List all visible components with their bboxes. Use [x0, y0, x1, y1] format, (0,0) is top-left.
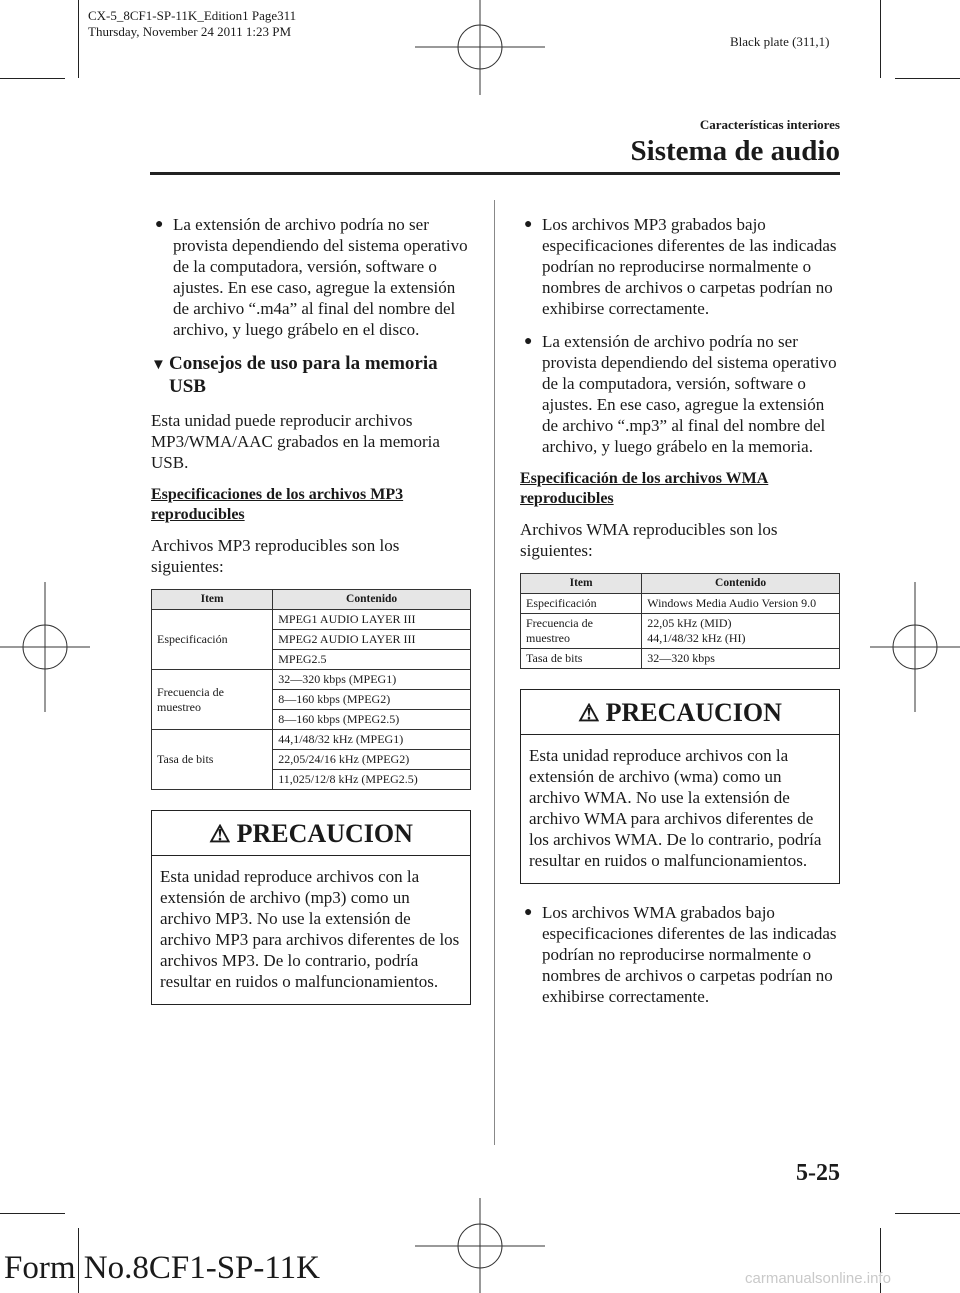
- header-rule: [150, 172, 840, 175]
- print-job-info: [88, 8, 296, 40]
- table-header-row: [521, 574, 840, 594]
- table-cell-label: Especificación: [152, 610, 273, 670]
- table-row: [152, 730, 471, 750]
- table-cell-label: Especificación: [521, 594, 642, 614]
- list-item: [520, 902, 840, 1007]
- table-cell-line: 44,1/48/32 kHz (HI): [647, 631, 746, 645]
- form-number: Form No.8CF1-SP-11K: [4, 1250, 320, 1286]
- caution-box-wma: [520, 689, 840, 884]
- table-cell: 32―320 kbps: [642, 649, 840, 669]
- table-cell: 8―160 kbps (MPEG2): [273, 690, 471, 710]
- crop-mark: [895, 1213, 960, 1214]
- table-row: [521, 594, 840, 614]
- crop-mark: [0, 1213, 65, 1214]
- section-heading-usb: [151, 352, 471, 398]
- caution-text: Esta unidad reproduce archivos con la extensión de archivo (wma) como un archivo WMA. No use la extensión de archivo WMA para archivos diferentes de los archivos WMA. De lo contrario, podría resultar en ruidos o malfuncionamientos.: [529, 746, 822, 870]
- table-header-item: Item: [521, 574, 642, 594]
- table-cell-label: Tasa de bits: [152, 730, 273, 790]
- usb-intro: Esta unidad puede reproducir archivos MP3/WMA/AAC grabados en la memoria USB.: [151, 411, 440, 472]
- bullet-text: La extensión de archivo podría no ser provista dependiendo del sistema operativo de la computadora, versión, software o ajustes. En ese caso, agregue la extensión de archivo “.m4a” al final del nombre del archivo, y luego grábelo en el disco.: [173, 215, 468, 339]
- crop-mark: [0, 78, 65, 79]
- left-column: [151, 214, 471, 1005]
- wma-subheading: Especificación de los archivos WMA reproducibles: [520, 470, 769, 507]
- table-cell: Windows Media Audio Version 9.0: [642, 594, 840, 614]
- table-cell-line: 22,05 kHz (MID): [647, 616, 732, 630]
- table-cell-label: Tasa de bits: [521, 649, 642, 669]
- triangle-icon: ▼: [151, 357, 166, 373]
- caution-text: Esta unidad reproduce archivos con la extensión de archivo (mp3) como un archivo MP3. No use la extensión de archivo MP3 para archivos diferentes de los archivos MP3. De lo contrario, podría resultar en ruidos o malfuncionamientos.: [160, 867, 460, 991]
- bullet-text: La extensión de archivo podría no ser provista dependiendo del sistema operativo de la computadora, versión, software o ajustes. En ese caso, agregue la extensión de archivo “.mp3” al final del nombre del archivo, y luego grábelo en la memoria.: [542, 332, 837, 456]
- mp3-spec-table: [151, 589, 471, 790]
- wma-intro: Archivos WMA reproducibles son los siguientes:: [520, 520, 778, 560]
- section-heading-text: Consejos de uso para la memoria USB: [169, 353, 438, 397]
- bullet-text: Los archivos WMA grabados bajo especificaciones diferentes de las indicadas podrían no reproducirse normalmente o nombres de archivos o carpetas podrían no exhibirse correctamente.: [542, 903, 837, 1006]
- registration-mark-left: [0, 582, 130, 712]
- table-header-item: Item: [152, 590, 273, 610]
- bullet-text: Los archivos MP3 grabados bajo especificaciones diferentes de las indicadas podrían no reproducirse normalmente o nombres de archivos o carpetas podrían no exhibirse correctamente.: [542, 215, 837, 318]
- registration-mark-bottom-center: [415, 1163, 545, 1293]
- table-header-row: [152, 590, 471, 610]
- list-item: [520, 331, 840, 457]
- print-job-line: CX-5_8CF1-SP-11K_Edition1 Page311: [88, 8, 297, 23]
- registration-mark-right: [830, 582, 960, 712]
- table-cell: 11,025/12/8 kHz (MPEG2.5): [273, 770, 471, 790]
- warning-icon: ⚠: [209, 822, 231, 848]
- table-cell: [642, 614, 840, 649]
- table-cell: 8―160 kbps (MPEG2.5): [273, 710, 471, 730]
- column-divider: [494, 200, 495, 1145]
- right-column: [520, 214, 840, 1019]
- table-cell-label: Frecuencia de muestreo: [521, 614, 642, 649]
- caution-header: [152, 811, 470, 856]
- chapter-title: Características interiores: [699, 117, 840, 132]
- plate-label: Black plate (311,1): [730, 34, 830, 49]
- table-row: [152, 610, 471, 630]
- table-cell: 44,1/48/32 kHz (MPEG1): [273, 730, 471, 750]
- bullet-icon: ●: [155, 217, 164, 232]
- bullet-icon: ●: [524, 905, 533, 920]
- list-item: [520, 214, 840, 319]
- table-cell: MPEG1 AUDIO LAYER III: [273, 610, 471, 630]
- wma-spec-table: [520, 573, 840, 669]
- print-job-date: Thursday, November 24 2011 1:23 PM: [88, 24, 292, 39]
- caution-title: PRECAUCION: [236, 819, 413, 848]
- watermark: carmanualsonline.info: [745, 1270, 891, 1287]
- page-number: 5-25: [796, 1160, 840, 1186]
- table-cell: 32―320 kbps (MPEG1): [273, 670, 471, 690]
- table-cell: MPEG2.5: [273, 650, 471, 670]
- bullet-icon: ●: [524, 217, 533, 232]
- table-row: [521, 649, 840, 669]
- table-cell: MPEG2 AUDIO LAYER III: [273, 630, 471, 650]
- list-item: [151, 214, 471, 340]
- crop-mark: [895, 78, 960, 79]
- table-cell-label: Frecuencia de muestreo: [152, 670, 273, 730]
- caution-title: PRECAUCION: [605, 698, 782, 727]
- registration-mark-top-center: [415, 0, 545, 130]
- bullet-icon: ●: [524, 334, 533, 349]
- crop-mark: [78, 0, 79, 78]
- table-header-content: Contenido: [273, 590, 471, 610]
- table-cell: 22,05/24/16 kHz (MPEG2): [273, 750, 471, 770]
- caution-box-mp3: [151, 810, 471, 1005]
- mp3-intro: Archivos MP3 reproducibles son los siguientes:: [151, 536, 400, 576]
- caution-header: [521, 690, 839, 735]
- table-row: [152, 670, 471, 690]
- table-row: [521, 614, 840, 649]
- mp3-subheading: Especificaciones de los archivos MP3 reproducibles: [151, 486, 404, 523]
- warning-icon: ⚠: [578, 701, 600, 727]
- crop-mark: [880, 0, 881, 78]
- table-header-content: Contenido: [642, 574, 840, 594]
- section-title: Sistema de audio: [630, 135, 840, 167]
